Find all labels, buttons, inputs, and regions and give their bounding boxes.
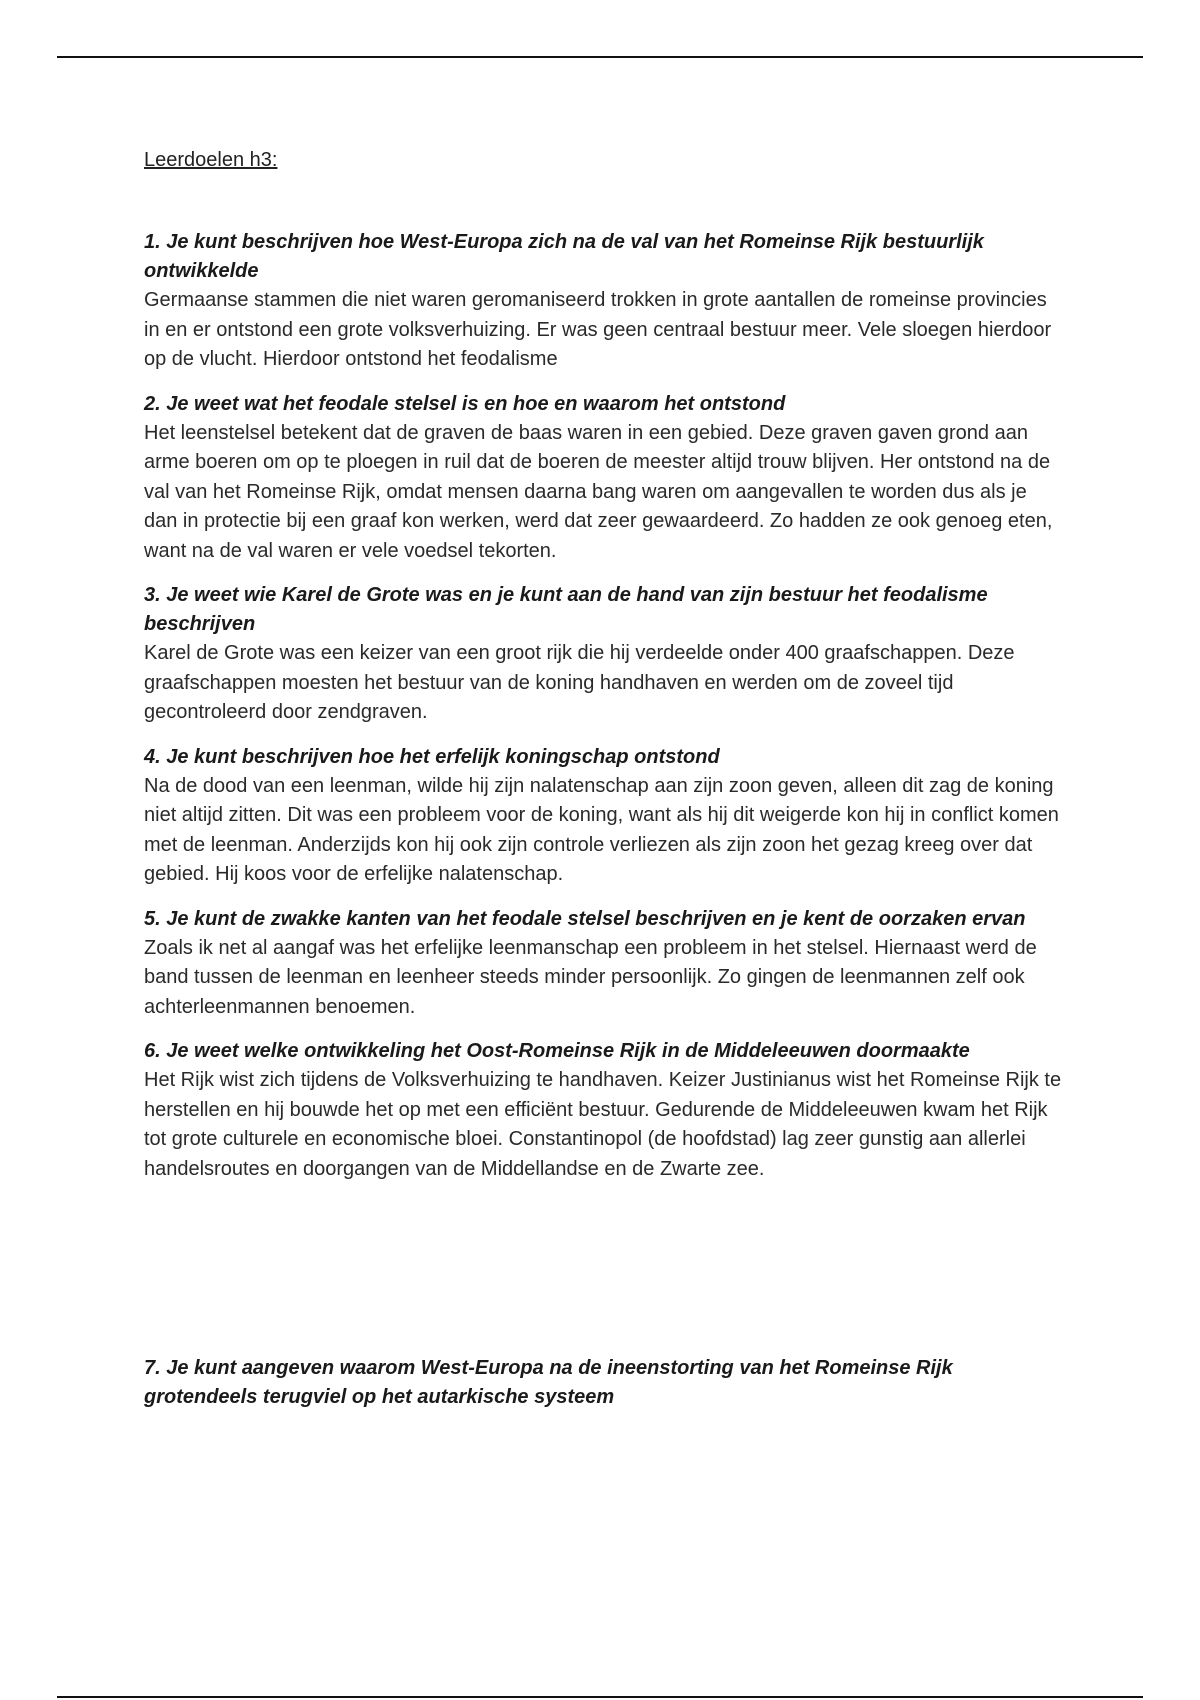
section-7 xyxy=(144,1354,1064,1412)
section-body: Germaanse stammen die niet waren geromaniseerd trokken in grote aantallen de romeinse provincies in en er ontstond een grote volksverhuizing. Er was geen centraal bestuur meer. Vele sloegen hierdoor op de vlucht. Hierdoor ontstond het feodalisme xyxy=(144,289,1052,370)
section-1 xyxy=(144,228,1064,375)
document-content xyxy=(144,146,1064,1427)
section-heading: 2. Je weet wat het feodale stelsel is en hoe en waarom het ontstond xyxy=(144,392,786,415)
document-title: Leerdoelen h3: xyxy=(144,149,278,171)
section-body: Karel de Grote was een keizer van een groot rijk die hij verdeelde onder 400 graafschappen. Deze graafschappen moesten het bestuur van de koning handhaven en werden om de zoveel tijd gecontroleerd door zendgraven. xyxy=(144,642,1015,723)
section-heading: 3. Je weet wie Karel de Grote was en je kunt aan de hand van zijn bestuur het feodalisme beschrijven xyxy=(144,584,988,635)
section-3 xyxy=(144,581,1064,728)
section-5 xyxy=(144,905,1064,1023)
section-heading: 6. Je weet welke ontwikkeling het Oost-Romeinse Rijk in de Middeleeuwen doormaakte xyxy=(144,1040,970,1062)
section-body: Het leenstelsel betekent dat de graven de baas waren in een gebied. Deze graven gaven grond aan arme boeren om op te ploegen in ruil dat de boeren de meester altijd trouw blijven. Her ontstond na de val van het Romeinse Rijk, omdat mensen daarna bang waren om aangevallen te worden dus als je dan in protectie bij een graaf kon werken, werd dat zeer gewaardeerd. Zo hadden ze ook genoeg eten, want na de val waren er vele voedsel tekorten. xyxy=(144,421,1053,562)
section-body: Na de dood van een leenman, wilde hij zijn nalatenschap aan zijn zoon geven, alleen dit zag de koning niet altijd zitten. Dit was een probleem voor de koning, want als hij dit weigerde kon hij in conflict komen met de leenman. Anderzijds kon hij ook zijn controle verliezen als zijn zoon het gezag kreeg over dat gebied. Hij koos voor de erfelijke nalatenschap. xyxy=(144,774,1059,885)
section-heading: 4. Je kunt beschrijven hoe het erfelijk koningschap ontstond xyxy=(144,745,720,768)
section-6 xyxy=(144,1037,1064,1184)
section-heading: 5. Je kunt de zwakke kanten van het feodale stelsel beschrijven en je kent de oorzaken ervan xyxy=(144,907,1026,930)
section-heading: 7. Je kunt aangeven waarom West-Europa na de ineenstorting van het Romeinse Rijk grotendeels terugviel op het autarkische systeem xyxy=(144,1357,953,1408)
bottom-rule xyxy=(57,1696,1143,1698)
section-heading: 1. Je kunt beschrijven hoe West-Europa zich na de val van het Romeinse Rijk bestuurlijk ontwikkelde xyxy=(144,231,984,282)
section-body: Het Rijk wist zich tijdens de Volksverhuizing te handhaven. Keizer Justinianus wist het Romeinse Rijk te herstellen en hij bouwde het op met een efficiënt bestuur. Gedurende de Middeleeuwen kwam het Rijk tot grote culturele en economische bloei. Constantinopol (de hoofdstad) lag zeer gunstig aan allerlei handelsroutes en doorgangen van de Middellandse en de Zwarte zee. xyxy=(144,1069,1062,1180)
section-2 xyxy=(144,390,1064,567)
section-body: Zoals ik net al aangaf was het erfelijke leenmanschap een probleem in het stelsel. Hiernaast werd de band tussen de leenman en leenheer steeds minder persoonlijk. Zo gingen de leenmannen zelf ook achterleenmannen benoemen. xyxy=(144,936,1037,1018)
section-4 xyxy=(144,743,1064,890)
top-rule xyxy=(57,56,1143,58)
